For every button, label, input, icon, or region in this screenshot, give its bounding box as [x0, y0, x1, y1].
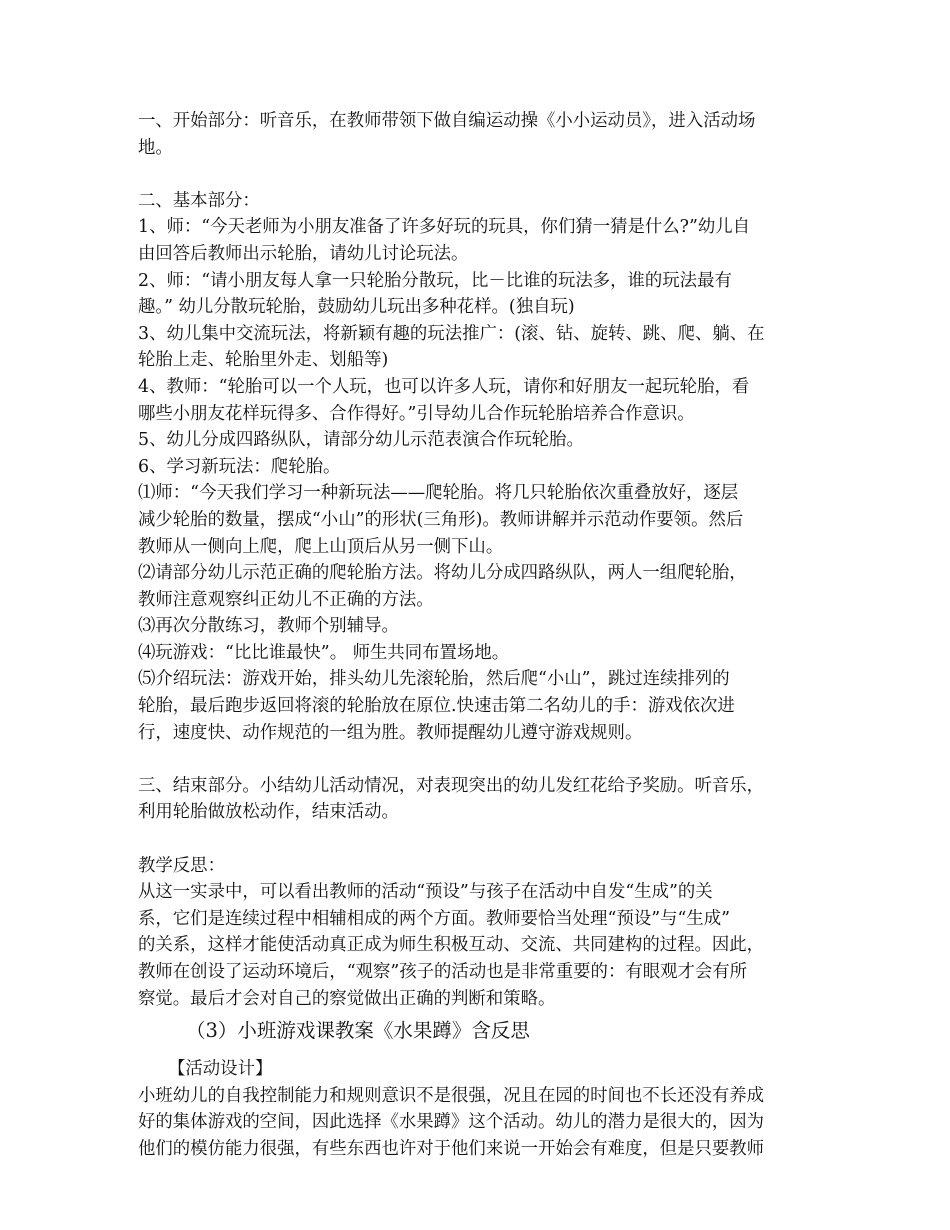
- part2-block: [138, 188, 818, 746]
- text-line: 系，它们是连续过程中相辅相成的两个方面。教师要恰当处理“预设”与“生成”: [138, 908, 731, 929]
- part1-block: [138, 108, 818, 161]
- text-line: ⑸介绍玩法：游戏开始，排头幼儿先滚轮胎，然后爬“小山”，跳过连续排列的: [138, 669, 730, 690]
- text-line: 地。: [138, 137, 173, 158]
- text-line: 4、教师：“轮胎可以一个人玩，也可以许多人玩，请你和好朋友一起玩轮胎，看: [138, 376, 750, 397]
- text-line: 的关系，这样才能使活动真正成为师生积极互动、交流、共同建构的过程。因此，: [138, 935, 765, 956]
- text-line: 轮胎上走、轮胎里外走、划船等): [138, 350, 389, 371]
- text-line: 他们的模仿能力很强，有些东西也许对于他们来说一开始会有难度，但是只要教师: [138, 1138, 765, 1159]
- text-line: 2、师：“请小朋友每人拿一只轮胎分散玩，比－比谁的玩法多，谁的玩法最有: [138, 270, 732, 291]
- text-line: 1、师：“今天老师为小朋友准备了许多好玩的玩具，你们猜一猜是什么?”幼儿自: [138, 217, 751, 238]
- text-line: 6、学习新玩法：爬轮胎。: [138, 456, 341, 477]
- text-line: ⑷玩游戏：“比比谁最快”。 师生共同布置场地。: [138, 642, 510, 663]
- text-line: 行，速度快、动作规范的一组为胜。教师提醒幼儿遵守游戏规则。: [138, 722, 643, 743]
- text-line: 由回答后教师出示轮胎，请幼儿讨论玩法。: [138, 243, 469, 264]
- text-line: 小班幼儿的自我控制能力和规则意识不是很强，况且在园的时间也不长还没有养成: [138, 1085, 765, 1106]
- text-line: ⑶再次分散练习，教师个别辅导。: [138, 616, 399, 637]
- spacer: [138, 826, 818, 853]
- text-line: 教师从一侧向上爬，爬上山顶后从另一侧下山。: [138, 536, 504, 557]
- design-heading: 【活动设计】: [168, 1059, 273, 1080]
- part3-block: [138, 773, 818, 826]
- text-line: 轮胎，最后跑步返回将滚的轮胎放在原位.快速击第二名幼儿的手：游戏依次进: [138, 696, 735, 717]
- text-line: ⑵请部分幼儿示范正确的爬轮胎方法。将幼儿分成四路纵队，两人一组爬轮胎，: [138, 563, 747, 584]
- text-line: 教师在创设了运动环境后，“观察”孩子的活动也是非常重要的：有眼观才会有所: [138, 962, 748, 982]
- text-line: 三、结束部分。小结幼儿活动情况，对表现突出的幼儿发红花给予奖励。听音乐，: [138, 775, 765, 796]
- text-line: 从这一实录中，可以看出教师的活动“预设”与孩子在活动中自发“生成”的关: [138, 882, 713, 903]
- document-page: [138, 108, 818, 1163]
- text-line: 利用轮胎做放松动作，结束活动。: [138, 802, 399, 823]
- section-heading: （3）小班游戏课教案《水果蹲》含反思: [186, 1019, 530, 1043]
- text-line: 教师注意观察纠正幼儿不正确的方法。: [138, 589, 434, 610]
- text-line: 趣。” 幼儿分散玩轮胎，鼓励幼儿玩出多种花样。(独自玩): [138, 297, 575, 318]
- text-line: 5、幼儿分成四路纵队，请部分幼儿示范表演合作玩轮胎。: [138, 430, 584, 451]
- spacer: [138, 161, 818, 188]
- text-line: 一、开始部分：听音乐，在教师带领下做自编运动操《小小运动员》，进入活动场: [138, 111, 756, 131]
- spacer: [138, 746, 818, 773]
- text-line: 哪些小朋友花样玩得多、合作得好。”引导幼儿合作玩轮胎培养合作意识。: [138, 403, 695, 424]
- text-line: 好的集体游戏的空间，因此选择《水果蹲》这个活动。幼儿的潜力是很大的，因为: [138, 1112, 765, 1133]
- text-line: 减少轮胎的数量，摆成“小山”的形状(三角形)。教师讲解并示范动作要领。然后: [138, 509, 744, 530]
- text-line: 3、幼儿集中交流玩法，将新颖有趣的玩法推广：(滚、钻、旋转、跳、爬、躺、在: [138, 323, 765, 344]
- text-line: 教学反思：: [138, 855, 225, 876]
- text-line: ⑴师：“今天我们学习一种新玩法——爬轮胎。将几只轮胎依次重叠放好，逐层: [138, 483, 739, 504]
- text-line: 二、基本部分：: [138, 190, 260, 211]
- text-line: 察觉。最后才会对自己的察觉做出正确的判断和策略。: [138, 988, 556, 1009]
- design-block: [138, 1083, 818, 1163]
- reflection-block: [138, 853, 818, 1013]
